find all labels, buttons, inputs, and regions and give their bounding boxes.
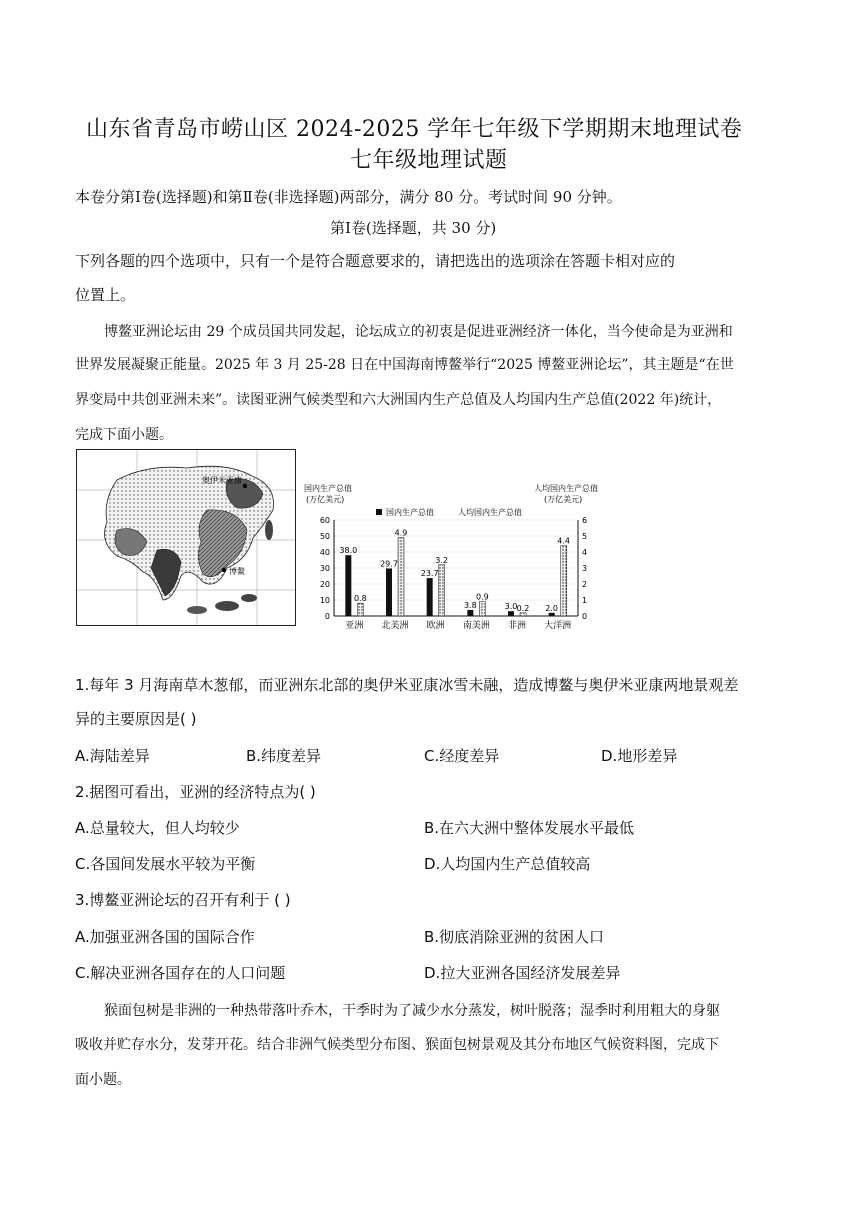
left-tick-label: 20 — [319, 580, 330, 589]
legend-label-per-capita: 人均国内生产总值 — [458, 508, 522, 517]
q3-option-a[interactable]: A.加强亚洲各国的国际合作 — [75, 928, 255, 946]
q1-stem-line-1: 1.每年 3 月海南草木葱郁，而亚洲东北部的奥伊米亚康冰雪未融，造成博鳌与奥伊米亚康两地景观差 — [75, 676, 739, 694]
oymyakon-marker — [243, 484, 247, 488]
gdp-bar — [549, 613, 555, 616]
gdp-value-label: 23.7 — [420, 569, 439, 579]
gdp-value-label: 3.8 — [463, 600, 477, 610]
legend-label-gdp: 国内生产总值 — [386, 508, 434, 517]
passage1-line-2: 世界发展凝聚正能量。2025 年 3 月 25-28 日在中国海南博鳌举行“2025 博鳌亚洲论坛”，其主题是“在世 — [75, 357, 734, 373]
gdp-bar — [386, 568, 392, 616]
q3-option-c[interactable]: C.解决亚洲各国存在的人口问题 — [75, 964, 286, 982]
gdp-bar — [427, 578, 433, 616]
oymyakon-label: 奥伊米亚康 — [202, 476, 242, 485]
q1-option-a[interactable]: A.海陆差异 — [75, 747, 150, 765]
q2-option-a[interactable]: A.总量较大，但人均较少 — [75, 819, 240, 837]
q3-stem: 3.博鳌亚洲论坛的召开有利于 ( ) — [75, 891, 291, 909]
per-capita-bar — [357, 603, 363, 616]
per-capita-value-label: 0.2 — [516, 603, 530, 613]
q1-option-b[interactable]: B.纬度差异 — [246, 747, 322, 765]
instructions-line-1: 下列各题的四个选项中，只有一个是符合题意要求的，请把选出的选项涂在答题卡相对应的 — [75, 252, 676, 270]
q3-option-b[interactable]: B.彻底消除亚洲的贫困人口 — [424, 928, 605, 946]
right-tick-label: 0 — [582, 612, 588, 621]
passage2-line-3: 面小题。 — [75, 1072, 131, 1088]
gdp-value-label: 38.0 — [339, 546, 358, 556]
boao-marker — [222, 568, 226, 572]
q2-stem: 2.据图可看出，亚洲的经济特点为( ) — [75, 783, 316, 801]
per-capita-bar — [520, 613, 526, 616]
passage2-line-1: 猴面包树是非洲的一种热带落叶乔木，干季时为了减少水分蒸发，树叶脱落；湿季时利用粗大的身躯 — [104, 1003, 720, 1019]
gdp-bar — [345, 555, 351, 616]
per-capita-bar — [479, 602, 485, 616]
q2-option-b[interactable]: B.在六大洲中整体发展水平最低 — [424, 819, 635, 837]
left-tick-label: 60 — [319, 516, 330, 525]
exam-subtitle: 七年级地理试题 — [350, 148, 508, 173]
gdp-chart-svg — [298, 480, 622, 640]
passage1-line-4: 完成下面小题。 — [75, 427, 173, 443]
asia-climate-map — [76, 449, 296, 626]
right-tick-label: 1 — [582, 596, 588, 605]
gdp-bar — [508, 611, 514, 616]
left-tick-label: 40 — [319, 548, 330, 557]
right-tick-label: 3 — [582, 564, 588, 573]
per-capita-bar — [398, 538, 404, 616]
gdp-bar — [467, 610, 473, 616]
category-label: 北美洲 — [381, 621, 409, 631]
left-tick-label: 50 — [319, 532, 330, 541]
q2-option-d[interactable]: D.人均国内生产总值较高 — [424, 855, 591, 873]
right-axis-title-2: (万亿美元) — [544, 495, 583, 504]
instructions-line-2: 位置上。 — [75, 286, 136, 304]
right-axis-title-1: 人均国内生产总值 — [534, 484, 598, 493]
gdp-value-label: 2.0 — [545, 603, 559, 613]
exam-title: 山东省青岛市崂山区 2024-2025 学年七年级下学期期末地理试卷 — [86, 117, 743, 142]
gdp-value-label: 29.7 — [380, 559, 398, 569]
q1-option-d[interactable]: D.地形差异 — [601, 747, 678, 765]
left-tick-label: 0 — [324, 612, 330, 621]
legend-swatch-gdp — [376, 509, 382, 515]
q2-option-c[interactable]: C.各国间发展水平较为平衡 — [75, 855, 256, 873]
category-label: 亚洲 — [345, 621, 364, 631]
category-label: 欧洲 — [426, 621, 445, 631]
category-label: 非洲 — [507, 621, 527, 631]
right-tick-label: 6 — [582, 516, 588, 525]
q1-stem-line-2: 异的主要原因是( ) — [75, 710, 197, 728]
right-tick-label: 5 — [582, 532, 588, 541]
right-tick-label: 2 — [582, 580, 588, 589]
left-axis-title-2: (万亿美元) — [306, 495, 345, 504]
left-axis-title-1: 国内生产总值 — [304, 484, 352, 493]
per-capita-bar — [561, 546, 567, 616]
per-capita-value-label: 0.8 — [353, 594, 367, 604]
per-capita-bar — [439, 565, 445, 616]
left-tick-label: 30 — [319, 564, 330, 573]
passage2-line-2: 吸收并贮存水分，发芽开花。结合非洲气候类型分布图、猴面包树景观及其分布地区气候资料图，完成下 — [75, 1037, 719, 1053]
section-heading: 第Ⅰ卷(选择题，共 30 分) — [330, 219, 497, 237]
right-tick-label: 4 — [582, 548, 588, 557]
exam-intro: 本卷分第Ⅰ卷(选择题)和第Ⅱ卷(非选择题)两部分，满分 80 分。考试时间 90 分钟。 — [75, 188, 622, 206]
per-capita-value-label: 3.2 — [435, 555, 449, 565]
q3-option-d[interactable]: D.拉大亚洲各国经济发展差异 — [424, 964, 621, 982]
q1-option-c[interactable]: C.经度差异 — [424, 747, 500, 765]
left-tick-label: 10 — [319, 596, 330, 605]
per-capita-value-label: 0.9 — [475, 592, 489, 602]
per-capita-value-label: 4.4 — [557, 536, 571, 546]
gdp-chart — [298, 480, 622, 640]
passage1-line-3: 界变局中共创亚洲未来”。读图亚洲气候类型和六大洲国内生产总值及人均国内生产总值(2022 年)统计， — [75, 392, 722, 408]
passage1-line-1: 博鳌亚洲论坛由 29 个成员国共同发起，论坛成立的初衷是促进亚洲经济一体化，当今使命是为亚洲和 — [104, 324, 733, 340]
gdp-value-label: 3.0 — [504, 602, 518, 612]
category-label: 南美洲 — [462, 621, 490, 631]
per-capita-value-label: 4.9 — [394, 528, 408, 538]
asia-map-drawing — [77, 450, 295, 625]
boao-label: 博鳌 — [229, 567, 245, 576]
category-label: 大洋洲 — [544, 621, 572, 631]
